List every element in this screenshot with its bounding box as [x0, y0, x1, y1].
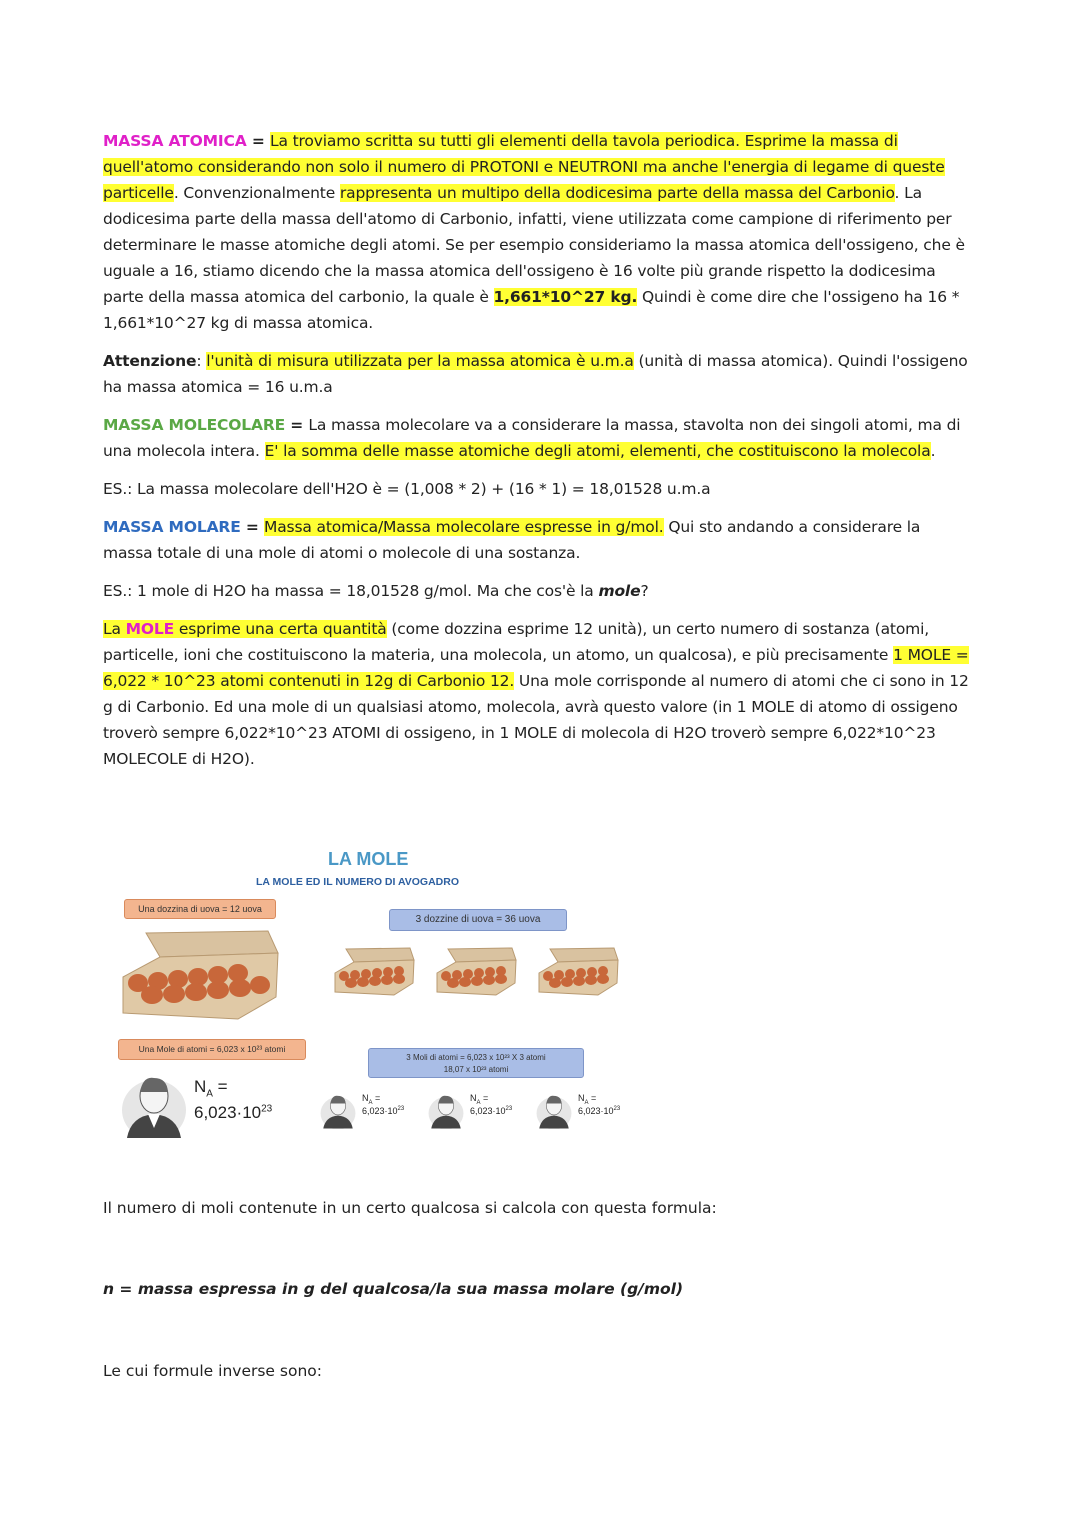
label-attenzione: Attenzione [103, 352, 197, 370]
na-equals: = [480, 1093, 489, 1103]
highlight-text: 1,661*10^27 kg. [493, 288, 638, 306]
term-mole: MOLE [125, 620, 175, 638]
equals-sign: = [240, 518, 264, 536]
egg-tray-small [536, 945, 621, 1000]
figure-title: LA MOLE [328, 849, 409, 869]
body-text: . [930, 442, 936, 460]
emphasis-mole: mole [598, 582, 641, 600]
na-equals: = [212, 1077, 228, 1096]
highlight-text: 1 MOLE = 6,022 * 10^23 atomi contenuti in 12g di Carbonio 12. [103, 646, 969, 690]
figure-subtitle: LA MOLE ED IL NUMERO DI AVOGADRO [256, 876, 460, 888]
body-text: Qui sto andando a considerare la massa totale di una mole di atomi o molecole di una sostanza. [103, 518, 921, 562]
body-text: Una mole corrisponde al numero di atomi che ci sono in 12 g di Carbonio. Ed una mole di un qualsiasi atomo, molecola, avrà questo valore (in 1 MOLE di atomo di ossigeno troverò sempre 6,022*10^23 ATOMI di ossigeno, in 1 MOLE di molecola di H2O troverò sempre 6,022*10^23 MOLECOLE di H2O). [103, 672, 969, 768]
term-massa-molare: MASSA MOLARE [103, 518, 241, 536]
paragraph-mole [103, 616, 973, 772]
avogadro-portrait-icon [428, 1091, 464, 1129]
na-value: 6,023·10 [194, 1103, 262, 1123]
body-text: . La dodicesima parte della massa dell'atomo di Carbonio, infatti, viene utilizzata come campione di riferimento per determinare le masse atomiche degli atomi. Se per esempio consideriamo la massa atomica dell'ossigeno, che è uguale a 16, stiamo dicendo che la massa atomica dell'ossigeno è 16 volte più grande rispetto la dodicesima parte della massa atomica del carbonio, la quale è [103, 184, 965, 306]
highlight-text: rappresenta un multipo della dodicesima parte della massa del Carbonio [339, 184, 895, 202]
paragraph-massa-molecolare [103, 412, 973, 464]
highlight-text: La troviamo scritta su tutti gli elementi della tavola periodica. Esprime la massa di quell'atomo considerando non solo il numero di PROTONI e NEUTRONI ma anche l'energia di legame di queste particelle [103, 132, 945, 202]
egg-tray-small [332, 945, 417, 1000]
dozen-label: Una dozzina di uova = 12 uova [124, 899, 276, 919]
na-symbol: N [194, 1077, 207, 1096]
moles-formula: n = massa espressa in g del qualcosa/la sua massa molare (g/mol) [103, 1280, 684, 1298]
colon: : [196, 352, 207, 370]
avogadro-portrait-icon [121, 1070, 187, 1138]
highlight-text: Massa atomica/Massa molecolare espresse in g/mol. [263, 518, 664, 536]
highlight-text: esprime una certa quantità [174, 620, 387, 638]
paragraph-attenzione [103, 348, 973, 400]
body-text: (unità di massa atomica). Quindi l'ossigeno ha massa atomica = 16 u.m.a [103, 352, 968, 396]
mole-label: Una Mole di atomi = 6,023 x 10²³ atomi [118, 1039, 306, 1060]
highlight-text: E' la somma delle masse atomiche degli atomi, elementi, che costituiscono la molecola [264, 442, 931, 460]
avogadro-portrait-icon [320, 1091, 356, 1129]
mole-figure [118, 845, 638, 1145]
na-subscript: A [476, 1099, 481, 1106]
equals-sign: = [246, 132, 270, 150]
term-massa-molecolare: MASSA MOLECOLARE [103, 416, 286, 434]
na-symbol: N [362, 1093, 369, 1103]
three-mole-label [368, 1048, 584, 1078]
na-exponent: 23 [397, 1105, 405, 1112]
equals-sign: = [285, 416, 309, 434]
na-symbol: N [470, 1093, 477, 1103]
highlight-text: La [103, 620, 126, 638]
na-equals: = [372, 1093, 381, 1103]
body-text: ? [640, 582, 649, 600]
term-massa-atomica: MASSA ATOMICA [103, 132, 247, 150]
na-value: 6,023·10 [362, 1105, 398, 1116]
paragraph-massa-molare [103, 514, 973, 566]
moles-intro-text: Il numero di moli contenute in un certo qualcosa si calcola con questa formula: [103, 1199, 717, 1217]
highlight-text: l'unità di misura utilizzata per la massa atomica è u.m.a [206, 352, 634, 370]
avogadro-portrait-icon [536, 1091, 572, 1129]
na-exponent: 23 [505, 1105, 513, 1112]
document-body [103, 128, 973, 784]
na-symbol: N [578, 1093, 585, 1103]
na-equals: = [588, 1093, 597, 1103]
na-value: 6,023·10 [470, 1105, 506, 1116]
paragraph-example-mole [103, 578, 973, 604]
body-text: Quindi è come dire che l'ossigeno ha 16 * 1,661*10^27 kg di massa atomica. [103, 288, 960, 332]
body-text: La massa molecolare va a considerare la massa, stavolta non dei singoli atomi, ma di una molecola intera. [103, 416, 961, 460]
na-exponent: 23 [613, 1105, 621, 1112]
na-value: 6,023·10 [578, 1105, 614, 1116]
na-subscript: A [206, 1088, 213, 1100]
paragraph-example-molecular: ES.: La massa molecolare dell'H2O è = (1,008 * 2) + (16 * 1) = 18,01528 u.m.a [103, 480, 711, 498]
avogadro-number-small [578, 1093, 620, 1116]
three-mole-line-1: 3 Moli di atomi = 6,023 x 10²³ X 3 atomi [406, 1053, 546, 1062]
egg-tray-small [434, 945, 519, 1000]
body-text: ES.: 1 mole di H2O ha massa = 18,01528 g/mol. Ma che cos'è la [103, 582, 599, 600]
na-subscript: A [368, 1099, 373, 1106]
body-text: (come dozzina esprime 12 unità), un certo numero di sostanza (atomi, particelle, ioni che costituiscono la materia, una molecola, un atomo, un qualcosa), e più precisamente [103, 620, 930, 664]
avogadro-number-large [194, 1077, 272, 1123]
paragraph-massa-atomica [103, 128, 973, 336]
three-mole-line-2: 18,07 x 10²³ atomi [443, 1065, 509, 1074]
avogadro-number-small [470, 1093, 512, 1116]
na-subscript: A [584, 1099, 589, 1106]
avogadro-number-small [362, 1093, 404, 1116]
inverse-formulas-text: Le cui formule inverse sono: [103, 1362, 322, 1380]
three-dozen-label: 3 dozzine di uova = 36 uova [389, 909, 567, 931]
egg-tray-large [118, 925, 283, 1025]
na-exponent: 23 [261, 1103, 273, 1115]
body-text: . Convenzionalmente [173, 184, 340, 202]
